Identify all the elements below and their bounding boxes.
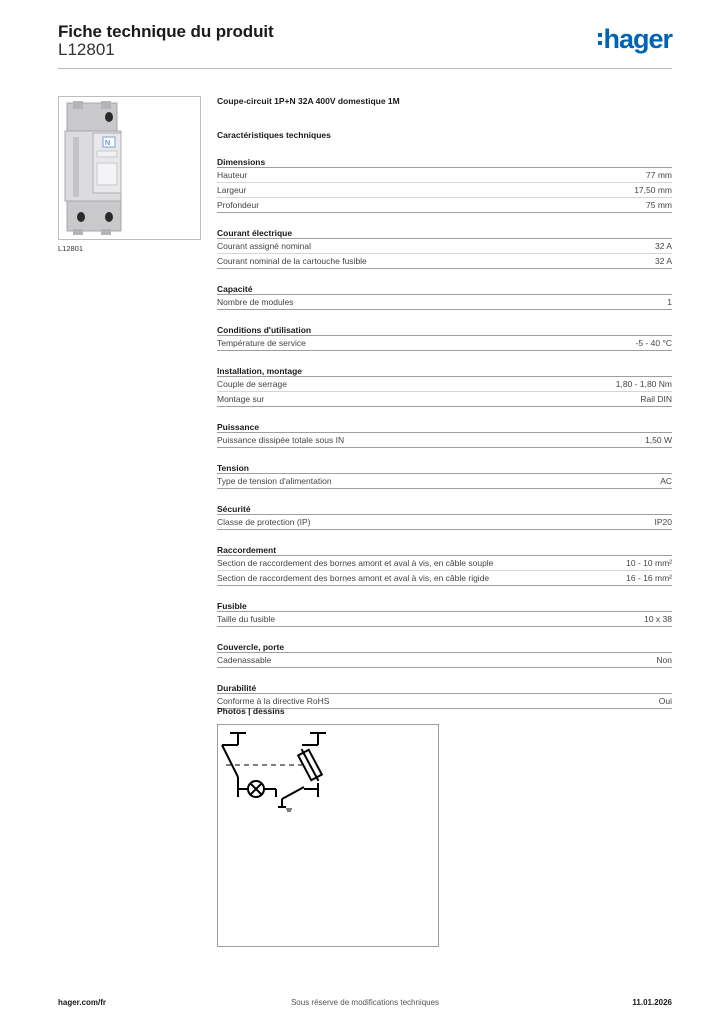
- spec-sections: [217, 156, 672, 709]
- section-title: Raccordement: [217, 544, 672, 556]
- spec-section: [217, 503, 672, 530]
- spec-label: Courant nominal de la cartouche fusible: [217, 256, 367, 266]
- spec-label: Température de service: [217, 338, 306, 348]
- section-title: Puissance: [217, 421, 672, 433]
- footer-date: 11.01.2026: [632, 998, 672, 1007]
- spec-value: 32 A: [654, 241, 672, 251]
- footer-note: Sous réserve de modifications techniques: [290, 998, 440, 1007]
- fuse-switch-schematic: [218, 725, 438, 946]
- spec-section: [217, 283, 672, 310]
- spec-row: [217, 653, 672, 668]
- spec-row: [217, 392, 672, 407]
- spec-label: Conforme à la directive RoHS: [217, 696, 330, 706]
- section-title: Tension: [217, 462, 672, 474]
- wiring-diagram: [217, 724, 439, 947]
- photo-caption: L12801: [58, 244, 84, 253]
- section-title: Durabilité: [217, 682, 672, 694]
- spec-section: [217, 682, 672, 709]
- spec-label: Type de tension d'alimentation: [217, 476, 332, 486]
- section-title: Installation, montage: [217, 365, 672, 377]
- spec-row: [217, 377, 672, 392]
- header-divider: [58, 68, 672, 69]
- spec-section: [217, 421, 672, 448]
- section-title: Courant électrique: [217, 227, 672, 239]
- spec-section: [217, 600, 672, 627]
- spec-row: [217, 336, 672, 351]
- spec-value: Non: [656, 655, 672, 665]
- spec-section: [217, 156, 672, 213]
- spec-label: Classe de protection (IP): [217, 517, 311, 527]
- spec-value: 75 mm: [646, 200, 672, 210]
- spec-row: [217, 515, 672, 530]
- spec-label: Puissance dissipée totale sous IN: [217, 435, 345, 445]
- logo-wordmark: hager: [603, 23, 672, 54]
- photos-heading: Photos | dessins: [217, 706, 285, 716]
- spec-value: Rail DIN: [640, 394, 672, 404]
- spec-section: [217, 365, 672, 407]
- svg-text:N: N: [105, 140, 111, 147]
- spec-value: 1: [667, 297, 672, 307]
- spec-section: [217, 641, 672, 668]
- spec-value: 17,50 mm: [634, 185, 672, 195]
- product-description: Coupe-circuit 1P+N 32A 400V domestique 1M: [217, 96, 400, 106]
- section-title: Conditions d'utilisation: [217, 324, 672, 336]
- spec-value: IP20: [654, 517, 672, 527]
- spec-row: [217, 183, 672, 198]
- section-title: Dimensions: [217, 156, 672, 168]
- spec-section: [217, 227, 672, 269]
- spec-value: -5 - 40 °C: [635, 338, 672, 348]
- spec-row: [217, 254, 672, 269]
- spec-value: 32 A: [654, 256, 672, 266]
- section-title: Capacité: [217, 283, 672, 295]
- spec-row: [217, 474, 672, 489]
- spec-value: AC: [660, 476, 672, 486]
- page-title: Fiche technique du produit: [58, 22, 274, 41]
- page-footer: [58, 998, 672, 1010]
- spec-label: Section de raccordement des bornes amont et aval à vis, en câble rigide: [217, 573, 490, 583]
- spec-label: Couple de serrage: [217, 379, 287, 389]
- spec-label: Profondeur: [217, 200, 260, 210]
- spec-row: [217, 694, 672, 709]
- logo-dots: [598, 33, 602, 45]
- fuse-holder-illustration: [59, 97, 200, 239]
- hager-logo: [598, 24, 672, 54]
- spec-value: Oui: [658, 696, 672, 706]
- page-header: [58, 20, 672, 70]
- spec-value: 1,50 W: [645, 435, 672, 445]
- product-reference: L12801: [58, 40, 115, 59]
- spec-row: [217, 198, 672, 213]
- spec-value: 10 x 38: [644, 614, 672, 624]
- spec-section: [217, 544, 672, 586]
- section-title: Couvercle, porte: [217, 641, 672, 653]
- spec-value: 16 - 16 mm²: [626, 573, 672, 583]
- spec-section: [217, 462, 672, 489]
- spec-label: Nombre de modules: [217, 297, 294, 307]
- spec-row: [217, 239, 672, 254]
- section-title: Fusible: [217, 600, 672, 612]
- spec-row: [217, 556, 672, 571]
- section-title: Sécurité: [217, 503, 672, 515]
- spec-row: [217, 571, 672, 586]
- spec-label: Montage sur: [217, 394, 265, 404]
- spec-label: Hauteur: [217, 170, 248, 180]
- specs-heading: Caractéristiques techniques: [217, 130, 331, 140]
- spec-row: [217, 295, 672, 310]
- spec-value: 10 - 10 mm²: [626, 558, 672, 568]
- spec-row: [217, 168, 672, 183]
- spec-label: Cadenassable: [217, 655, 272, 665]
- spec-label: Taille du fusible: [217, 614, 276, 624]
- spec-row: [217, 433, 672, 448]
- footer-website[interactable]: hager.com/fr: [58, 998, 107, 1007]
- spec-content: [217, 96, 672, 709]
- spec-value: 77 mm: [646, 170, 672, 180]
- spec-section: [217, 324, 672, 351]
- spec-value: 1,80 - 1,80 Nm: [615, 379, 672, 389]
- spec-label: Section de raccordement des bornes amont et aval à vis, en câble souple: [217, 558, 494, 568]
- spec-row: [217, 612, 672, 627]
- spec-label: Largeur: [217, 185, 247, 195]
- product-image: [58, 96, 201, 240]
- spec-label: Courant assigné nominal: [217, 241, 312, 251]
